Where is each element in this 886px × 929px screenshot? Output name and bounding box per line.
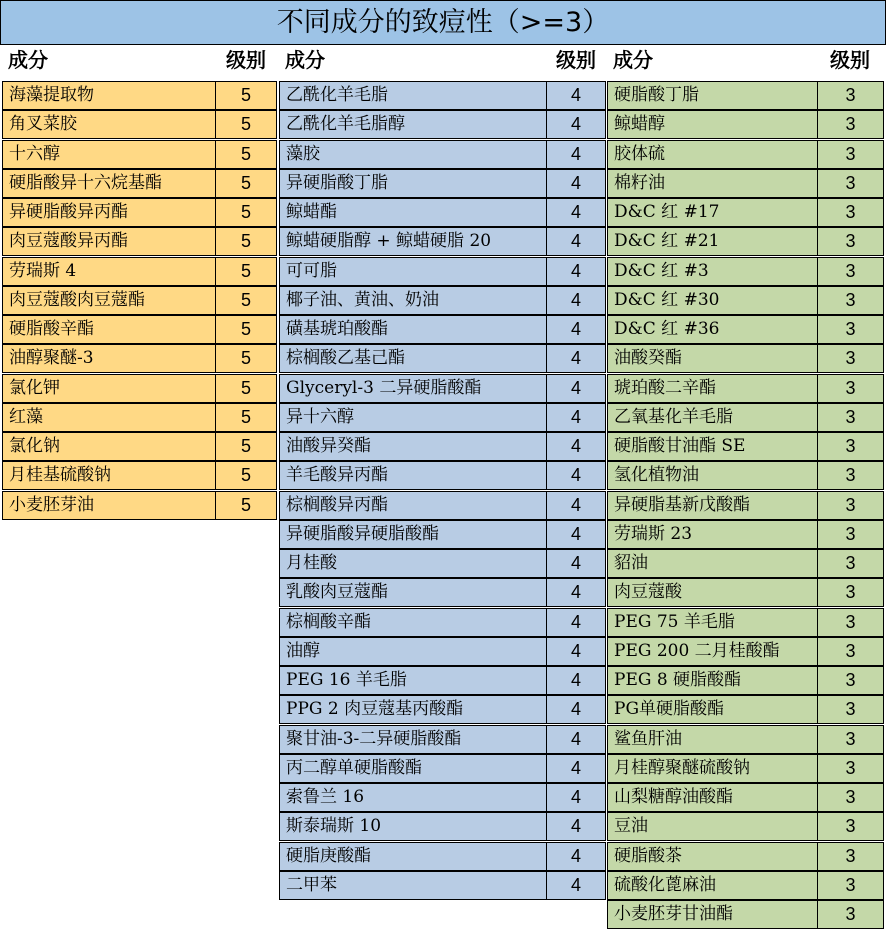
ingredient-name: PG单硬脂酸酯 [607, 695, 818, 724]
ingredient-name: 海藻提取物 [2, 81, 216, 110]
ingredient-name: 肉豆蔻酸异丙酯 [2, 227, 216, 256]
ingredient-name: 异硬脂酸丁脂 [279, 169, 547, 198]
ingredient-name: 氢化植物油 [607, 461, 818, 490]
table-title: 不同成分的致痘性（>=3） [0, 0, 886, 45]
comedogenic-level: 5 [215, 374, 277, 403]
ingredient-name: 聚甘油-3-二异硬脂酸酯 [279, 725, 547, 754]
ingredient-name: 角叉菜胶 [2, 110, 216, 139]
ingredient-name: 硬脂酸丁脂 [607, 81, 818, 110]
ingredient-name: 氯化钠 [2, 432, 216, 461]
ingredient-name: D&C 红 #36 [607, 315, 818, 344]
comedogenic-level: 4 [546, 315, 606, 344]
ingredient-name: PEG 16 羊毛脂 [279, 666, 547, 695]
comedogenic-level: 4 [546, 286, 606, 315]
ingredient-name: PPG 2 肉豆蔻基丙酸酯 [279, 695, 547, 724]
comedogenic-level: 3 [817, 695, 884, 724]
comedogenic-level: 3 [817, 637, 884, 666]
ingredient-name: 棕榈酸乙基己酯 [279, 344, 547, 373]
comedogenic-level: 3 [817, 403, 884, 432]
ingredient-name: 油醇聚醚-3 [2, 344, 216, 373]
column-2-level-header: 级别 [547, 46, 605, 75]
comedogenic-level: 4 [546, 608, 606, 637]
comedogenic-level: 4 [546, 169, 606, 198]
ingredient-name: 月桂酸 [279, 549, 547, 578]
ingredient-name: 氯化钾 [2, 374, 216, 403]
comedogenic-level: 5 [215, 198, 277, 227]
comedogenic-level: 4 [546, 637, 606, 666]
ingredient-name: 小麦胚芽油 [2, 491, 216, 520]
column-3-name-header: 成分 [607, 46, 817, 75]
comedogenic-level: 5 [215, 257, 277, 286]
comedogenic-level: 5 [215, 81, 277, 110]
comedogenic-level: 4 [546, 725, 606, 754]
comedogenic-level: 5 [215, 403, 277, 432]
comedogenic-level: 4 [546, 110, 606, 139]
ingredient-name: D&C 红 #21 [607, 227, 818, 256]
ingredient-name: 羊毛酸异丙酯 [279, 461, 547, 490]
ingredient-name: 棕榈酸辛酯 [279, 608, 547, 637]
ingredient-name: PEG 200 二月桂酸酯 [607, 637, 818, 666]
ingredient-name: 硬脂酸辛酯 [2, 315, 216, 344]
ingredient-name: 月桂醇聚醚硫酸钠 [607, 754, 818, 783]
comedogenic-level: 4 [546, 871, 606, 900]
comedogenic-level: 4 [546, 81, 606, 110]
comedogenic-level: 4 [546, 578, 606, 607]
ingredient-name: 油酸异癸酯 [279, 432, 547, 461]
ingredient-name: 乳酸肉豆蔻酯 [279, 578, 547, 607]
ingredient-name: 肉豆蔻酸 [607, 578, 818, 607]
comedogenic-level: 3 [817, 198, 884, 227]
ingredient-name: 鲨鱼肝油 [607, 725, 818, 754]
comedogenic-level: 3 [817, 520, 884, 549]
ingredient-name: 硬脂酸甘油酯 SE [607, 432, 818, 461]
comedogenic-level: 5 [215, 491, 277, 520]
comedogenic-level: 3 [817, 754, 884, 783]
ingredient-name: D&C 红 #30 [607, 286, 818, 315]
ingredient-name: 红藻 [2, 403, 216, 432]
comedogenic-level: 3 [817, 578, 884, 607]
comedogenic-level: 5 [215, 432, 277, 461]
ingredient-name: 肉豆蔻酸肉豆蔻酯 [2, 286, 216, 315]
comedogenic-level: 3 [817, 491, 884, 520]
ingredient-name: 月桂基硫酸钠 [2, 461, 216, 490]
comedogenic-level: 3 [817, 140, 884, 169]
comedogenic-level: 3 [817, 81, 884, 110]
comedogenic-level: 3 [817, 608, 884, 637]
column-2-name-header: 成分 [279, 46, 547, 75]
ingredient-name: 琥珀酸二辛酯 [607, 374, 818, 403]
comedogenic-level: 4 [546, 491, 606, 520]
comedogenic-level: 3 [817, 900, 884, 929]
comedogenic-level: 3 [817, 725, 884, 754]
comedogenic-level: 4 [546, 812, 606, 841]
comedogenic-level: 4 [546, 344, 606, 373]
comedogenic-level: 5 [215, 344, 277, 373]
ingredient-name: 磺基琥珀酸酯 [279, 315, 547, 344]
ingredient-name: 劳瑞斯 23 [607, 520, 818, 549]
ingredient-name: 小麦胚芽甘油酯 [607, 900, 818, 929]
ingredient-name: 硫酸化蓖麻油 [607, 871, 818, 900]
ingredient-name: 斯泰瑞斯 10 [279, 812, 547, 841]
comedogenic-level: 3 [817, 169, 884, 198]
ingredient-name: 貂油 [607, 549, 818, 578]
column-1-level-header: 级别 [216, 46, 276, 75]
comedogenic-level: 4 [546, 666, 606, 695]
comedogenic-level: 3 [817, 344, 884, 373]
ingredient-name: 山梨糖醇油酸酯 [607, 783, 818, 812]
comedogenic-level: 4 [546, 783, 606, 812]
comedogenic-level: 4 [546, 257, 606, 286]
comedogenic-level: 3 [817, 227, 884, 256]
comedogenic-level: 3 [817, 549, 884, 578]
ingredient-name: 丙二醇单硬脂酸酯 [279, 754, 547, 783]
comedogenic-level: 3 [817, 783, 884, 812]
ingredient-name: 硬脂酸异十六烷基酯 [2, 169, 216, 198]
comedogenic-level: 3 [817, 871, 884, 900]
comedogenic-level: 4 [546, 403, 606, 432]
ingredient-name: 乙酰化羊毛脂 [279, 81, 547, 110]
comedogenic-level: 3 [817, 666, 884, 695]
comedogenic-level: 3 [817, 286, 884, 315]
ingredient-name: 可可脂 [279, 257, 547, 286]
column-1-name-header: 成分 [2, 46, 216, 75]
comedogenic-level: 3 [817, 812, 884, 841]
comedogenic-level: 4 [546, 842, 606, 871]
ingredient-name: 鲸蜡硬脂醇 + 鲸蜡硬脂 20 [279, 227, 547, 256]
comedogenic-level: 3 [817, 461, 884, 490]
ingredient-name: 异硬脂酸异硬脂酸酯 [279, 520, 547, 549]
ingredient-name: D&C 红 #17 [607, 198, 818, 227]
ingredient-name: D&C 红 #3 [607, 257, 818, 286]
comedogenic-level: 5 [215, 461, 277, 490]
ingredient-name: 鲸蜡酯 [279, 198, 547, 227]
comedogenic-level: 3 [817, 432, 884, 461]
comedogenic-level: 4 [546, 198, 606, 227]
comedogenic-level: 4 [546, 754, 606, 783]
ingredient-name: 异硬脂酸异丙酯 [2, 198, 216, 227]
column-3-level-header: 级别 [817, 46, 883, 75]
ingredient-name: 藻胶 [279, 140, 547, 169]
ingredient-name: 索鲁兰 16 [279, 783, 547, 812]
ingredient-name: 乙酰化羊毛脂醇 [279, 110, 547, 139]
ingredient-name: 硬脂庚酸酯 [279, 842, 547, 871]
comedogenic-level: 4 [546, 520, 606, 549]
ingredient-name: 豆油 [607, 812, 818, 841]
comedogenic-level: 4 [546, 227, 606, 256]
ingredient-name: 异十六醇 [279, 403, 547, 432]
comedogenic-level: 3 [817, 110, 884, 139]
comedogenic-level: 4 [546, 140, 606, 169]
ingredient-name: PEG 75 羊毛脂 [607, 608, 818, 637]
comedogenic-level: 5 [215, 110, 277, 139]
comedogenic-level: 5 [215, 286, 277, 315]
comedogenic-level: 4 [546, 695, 606, 724]
comedogenic-level: 5 [215, 227, 277, 256]
ingredient-name: 椰子油、黄油、奶油 [279, 286, 547, 315]
comedogenic-level: 5 [215, 140, 277, 169]
comedogenic-level: 3 [817, 842, 884, 871]
comedogenic-level: 4 [546, 461, 606, 490]
comedogenic-level: 4 [546, 374, 606, 403]
ingredient-name: 鲸蜡醇 [607, 110, 818, 139]
comedogenic-level: 5 [215, 315, 277, 344]
ingredient-name: 油酸癸酯 [607, 344, 818, 373]
ingredient-name: 十六醇 [2, 140, 216, 169]
comedogenic-level: 3 [817, 257, 884, 286]
ingredient-name: 劳瑞斯 4 [2, 257, 216, 286]
ingredient-name: 油醇 [279, 637, 547, 666]
ingredient-name: 乙氧基化羊毛脂 [607, 403, 818, 432]
ingredient-name: 二甲苯 [279, 871, 547, 900]
comedogenic-level: 3 [817, 315, 884, 344]
comedogenic-level: 4 [546, 549, 606, 578]
ingredient-name: PEG 8 硬脂酸酯 [607, 666, 818, 695]
ingredient-name: 胶体硫 [607, 140, 818, 169]
comedogenic-level: 4 [546, 432, 606, 461]
ingredient-name: 异硬脂基新戊酸酯 [607, 491, 818, 520]
ingredient-name: 棉籽油 [607, 169, 818, 198]
comedogenic-level: 3 [817, 374, 884, 403]
comedogenic-level: 5 [215, 169, 277, 198]
ingredient-name: 棕榈酸异丙酯 [279, 491, 547, 520]
ingredient-name: Glyceryl-3 二异硬脂酸酯 [279, 374, 547, 403]
ingredient-name: 硬脂酸茶 [607, 842, 818, 871]
